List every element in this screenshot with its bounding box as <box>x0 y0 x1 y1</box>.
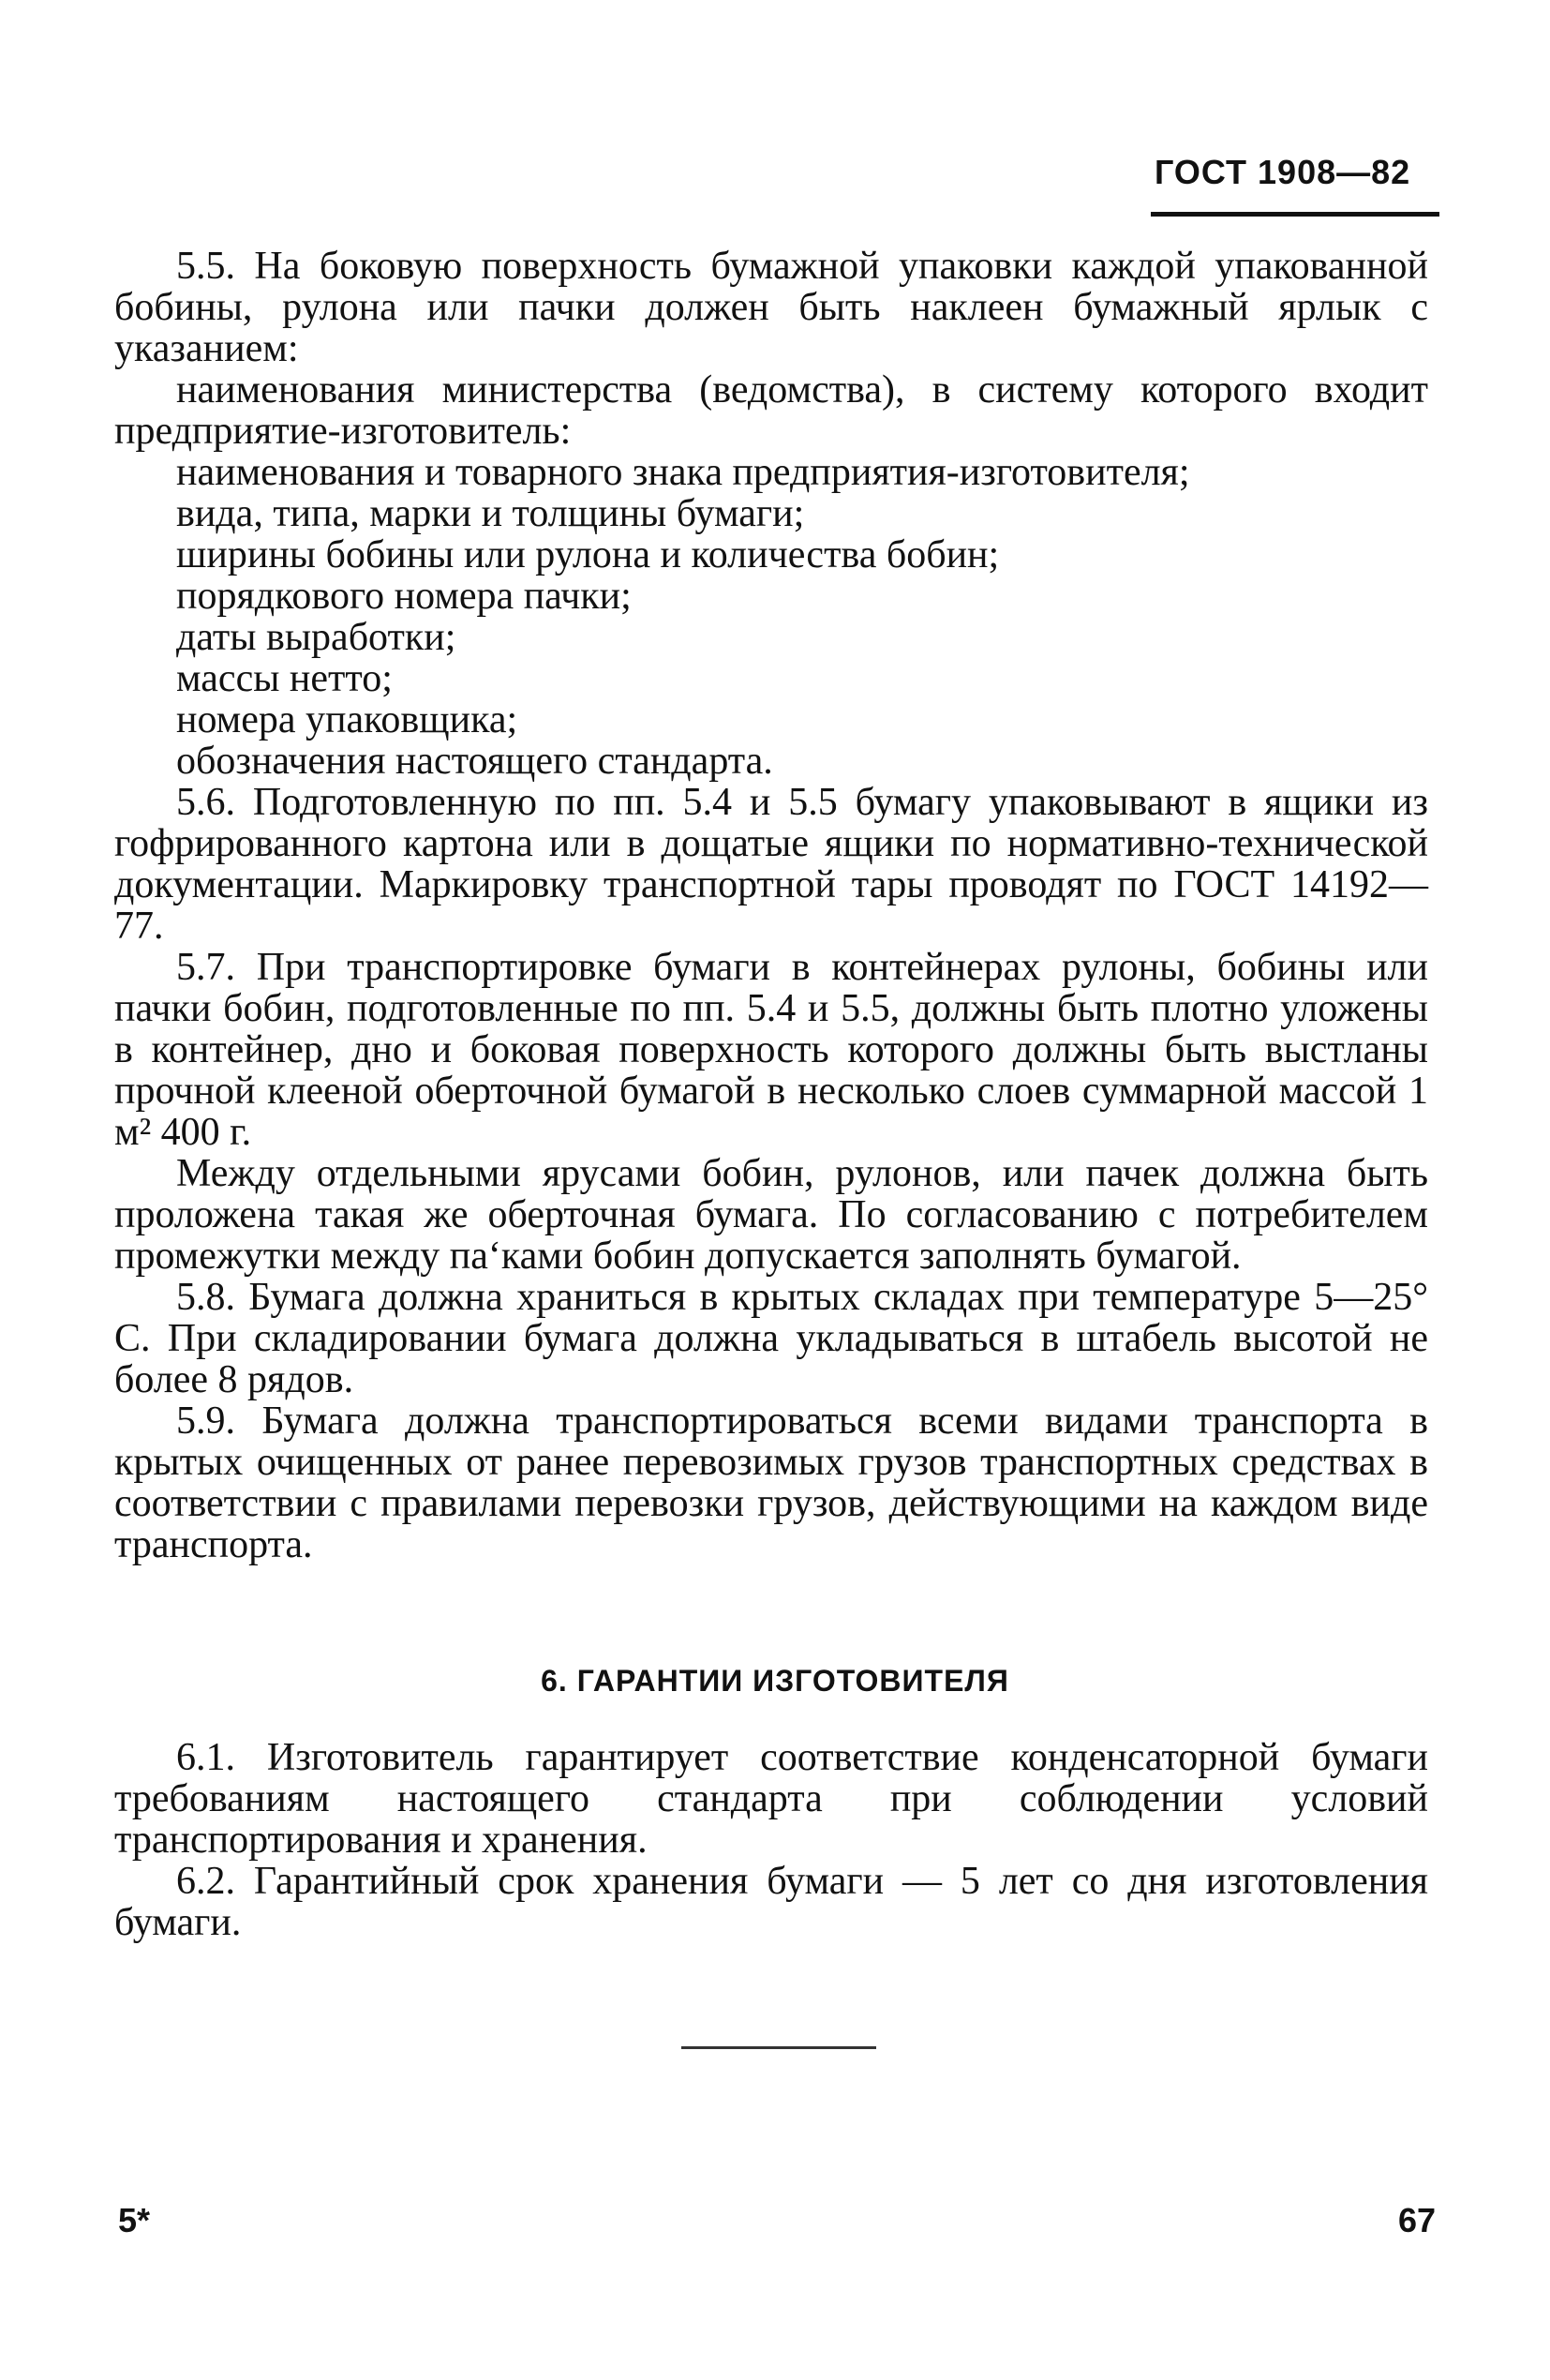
list-item: вида, типа, марки и толщины бумаги; <box>176 492 805 535</box>
paragraph-5-7-continued: Между отдельными ярусами бобин, рулонов, или пачек должна быть проложена такая же оберточная бумага. По согласованию с потребителем промежутки между па‘ками бобин допускается заполнять бумагой. <box>114 1152 1428 1278</box>
paragraph-5-9: 5.9. Бумага должна транспортироваться всеми видами транспорта в крытых очищенных от ранее перевозимых грузов транспортных средствах в соответствии с правилами перевозки грузов, действующими на каждом виде транспорта. <box>114 1400 1428 1566</box>
paragraph-6-2: 6.2. Гарантийный срок хранения бумаги — 5 лет со дня изготовления бумаги. <box>114 1860 1428 1944</box>
list-item: массы нетто; <box>176 657 393 700</box>
document-code: ГОСТ 1908—82 <box>1155 153 1411 191</box>
list-item: даты выработки; <box>176 616 456 659</box>
page-number: 67 <box>1398 2201 1437 2239</box>
list-item: порядкового номера пачки; <box>176 575 632 618</box>
list-item: номера упаковщика; <box>176 698 518 741</box>
section-6-text <box>114 1737 1428 1943</box>
list-item: наименования и товарного знака предприятия-изготовителя; <box>176 451 1190 494</box>
signature-mark: 5* <box>118 2201 151 2239</box>
paragraph-6-1: 6.1. Изготовитель гарантирует соответствие конденсаторной бумаги требованиям настоящего стандарта при соблюдении условий транспортирования и хранения. <box>114 1736 1428 1862</box>
header-rule <box>1151 212 1439 217</box>
end-divider <box>681 2046 876 2049</box>
paragraph-5-6: 5.6. Подготовленную по пп. 5.4 и 5.5 бумагу упаковывают в ящики из гофрированного картона или в дощатые ящики по нормативно-технической документации. Маркировку транспортной тары проводят по ГОСТ 14192—77. <box>114 781 1428 948</box>
paragraph-5-5-ministry: наименования министерства (ведомства), в систему которого входит предприятие-изготовитель: <box>114 368 1428 453</box>
section-5-text <box>114 246 1428 1565</box>
section-6-heading: 6. ГАРАНТИИ ИЗГОТОВИТЕЛЯ <box>541 1664 1009 1698</box>
paragraph-5-5: 5.5. На боковую поверхность бумажной упаковки каждой упакованной бобины, рулона или пачки должен быть наклеен бумажный ярлык с указанием: <box>114 245 1428 370</box>
list-item: обозначения настоящего стандарта. <box>176 740 773 783</box>
paragraph-5-8: 5.8. Бумага должна храниться в крытых складах при температуре 5—25° С. При складировании бумага должна укладываться в штабель высотой не более 8 рядов. <box>114 1276 1428 1401</box>
list-item: ширины бобины или рулона и количества бобин; <box>176 533 1000 576</box>
paragraph-5-7: 5.7. При транспортировке бумаги в контейнерах рулоны, бобины или пачки бобин, подготовленные по пп. 5.4 и 5.5, должны быть плотно уложены в контейнер, дно и боковая поверхность которого должны быть выстланы прочной клееной оберточной бумагой в несколько слоев суммарной массой 1 м² 400 г. <box>114 946 1428 1154</box>
